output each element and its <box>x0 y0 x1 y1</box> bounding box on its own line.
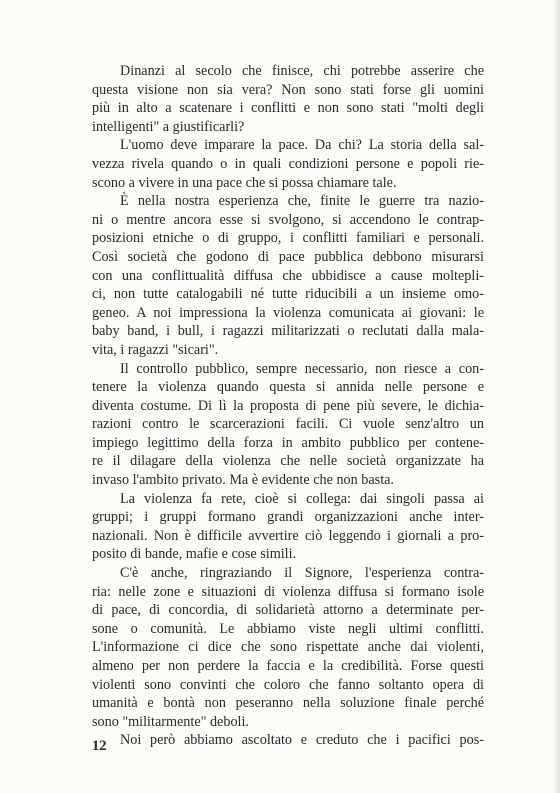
paragraph-4 <box>92 360 484 490</box>
text-line: vita, i ragazzi "sicari". <box>92 341 219 358</box>
text-line: tenere la violenza quando questa si annida nelle persone e <box>92 379 484 396</box>
paragraph-2 <box>92 136 484 192</box>
text-line: La violenza fa rete, cioè si collega: dai singoli passa ai <box>120 490 484 507</box>
text-line: ria: nelle zone e situazioni di violenza diffusa si formano isole <box>92 583 484 600</box>
paragraph-1 <box>92 62 484 136</box>
text-line: con una conflittualità diffusa che ubbidisce a cause moltepli- <box>92 267 484 284</box>
text-line: Il controllo pubblico, sempre necessario, non riesce a con- <box>120 360 484 377</box>
text-line: sone o comunità. Le abbiamo viste negli ultimi conflitti. <box>92 620 484 637</box>
paragraph-5 <box>92 490 484 564</box>
text-line: più in alto a scatenare i conflitti e non sono stati "molti degli <box>92 100 484 117</box>
paragraph-7 <box>92 731 484 750</box>
text-line: sono "militarmente" deboli. <box>92 713 249 730</box>
text-line: almeno per non perdere la faccia e la credibilità. Forse questi <box>92 658 484 674</box>
text-line: Noi però abbiamo ascoltato e creduto che i pacifici pos- <box>120 732 484 749</box>
paragraph-3 <box>92 192 484 359</box>
text-line: Dinanzi al secolo che finisce, chi potrebbe asserire che <box>120 63 484 79</box>
text-line: umanità e bontà non peseranno nella soluzione finale perché <box>92 695 484 712</box>
text-line: nazionali. Non è difficile avvertire ciò leggendo i giornali a pro- <box>92 527 484 544</box>
text-line: posizioni etniche o di gruppo, i conflitti familiari e personali. <box>92 230 484 247</box>
text-line: Così società che godono di pace pubblica debbono misurarsi <box>92 248 484 265</box>
text-line: razioni contro le scarcerazioni facili. Ci vuole senz'altro un <box>92 416 484 433</box>
text-line: L'uomo deve imparare la pace. Da chi? La storia della sal- <box>120 137 484 154</box>
text-line: vezza rivela quando o in quali condizioni persone e popoli rie- <box>92 155 484 172</box>
text-line: gruppi; i gruppi formano grandi organizzazioni anche inter- <box>92 509 484 526</box>
text-line: È nella nostra esperienza che, finite le guerre tra nazio- <box>120 193 484 210</box>
text-line: violenti sono convinti che coloro che fanno soltanto opera di <box>92 676 484 693</box>
text-line: ci, non tutte catalogabili né tutte riducibili a un insieme omo- <box>92 286 484 303</box>
text-line: diventa costume. Di lì la proposta di pene più severe, le dichia- <box>92 397 484 414</box>
text-line: L'informazione ci dice che sono rispettate anche dai violenti, <box>92 639 484 656</box>
text-line: re il dilagare della violenza che nelle società organizzate ha <box>92 453 484 470</box>
text-line: impiego legittimo della forza in ambito pubblico per contene- <box>92 434 484 451</box>
page-number: 12 <box>92 738 107 754</box>
body-text <box>92 62 484 750</box>
paragraph-6 <box>92 564 484 731</box>
text-line: questa visione non sia vera? Non sono stati forse gli uomini <box>92 81 484 98</box>
text-line: ni o mentre ancora esse si svolgono, si accendono le contrap- <box>92 211 484 228</box>
text-line: baby band, i bull, i ragazzi militarizzati o reclutati dalla mala- <box>92 323 484 340</box>
text-line: invaso l'ambito privato. Ma è evidente che non basta. <box>92 472 394 489</box>
text-line: C'è anche, ringraziando il Signore, l'esperienza contra- <box>120 565 484 582</box>
page-edge-shadow <box>552 0 560 793</box>
text-line: di pace, di concordia, di solidarietà attorno a determinate per- <box>92 602 484 619</box>
text-line: intelligenti" a giustificarli? <box>92 118 245 135</box>
text-line: geneo. A noi impressiona la violenza comunicata ai giovani: le <box>92 304 484 321</box>
text-line: scono a vivere in una pace che si possa chiamare tale. <box>92 174 397 191</box>
text-line: posito di bande, mafie e cose simili. <box>92 546 297 563</box>
